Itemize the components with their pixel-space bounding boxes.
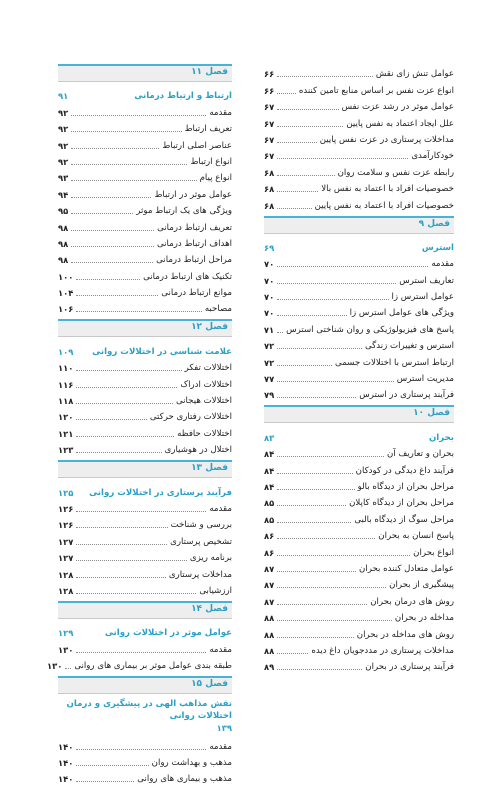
dot-leader — [277, 76, 373, 77]
toc-entry[interactable] — [58, 135, 232, 151]
toc-entry-page: ۹۲ — [58, 140, 69, 151]
dot-leader — [277, 381, 394, 382]
dot-leader — [277, 505, 346, 506]
toc-entry-page: ۷۰ — [264, 275, 275, 286]
dot-leader — [76, 403, 173, 404]
toc-entry-title: تعریف ارتباط — [184, 124, 232, 135]
chapter-9-banner — [264, 216, 454, 234]
dot-leader — [277, 158, 408, 159]
toc-entry-page: ۱۰۴ — [58, 288, 74, 299]
toc-column-left — [46, 64, 232, 785]
chapter-label: فصل ۱۲ — [191, 322, 228, 333]
toc-entry-page: ۶۶ — [264, 69, 275, 80]
toc-entry-title: انواع پیام — [199, 173, 232, 184]
chapter-15-banner — [58, 676, 232, 694]
dot-leader — [277, 587, 386, 588]
toc-entry[interactable] — [264, 97, 454, 113]
toc-entry[interactable] — [264, 526, 454, 542]
toc-entry-page: ۱۲۶ — [58, 520, 74, 531]
dot-leader — [277, 397, 356, 398]
dot-leader — [277, 175, 334, 176]
toc-entry-title: ارزشیابی — [199, 585, 232, 596]
toc-entry[interactable] — [264, 80, 454, 96]
toc-entry-page: ۱۲۷ — [58, 536, 74, 547]
toc-entry-title: بحران — [428, 432, 454, 443]
toc-entry[interactable] — [58, 499, 232, 515]
dot-leader — [277, 142, 316, 143]
dot-leader — [277, 191, 318, 192]
toc-entry-page: ۱۰۹ — [58, 346, 74, 357]
dot-leader — [277, 126, 343, 127]
toc-entry-title: علل ایجاد اعتماد به نفس پایین — [346, 118, 454, 129]
dot-leader — [277, 604, 367, 605]
chapter-15-heading[interactable] — [58, 698, 232, 734]
toc-entry[interactable] — [264, 385, 454, 401]
toc-entry-title: انواع بحران — [413, 547, 454, 558]
toc-entry[interactable] — [58, 515, 232, 531]
dot-leader — [71, 164, 187, 165]
chapter-label: فصل ۱۴ — [191, 603, 228, 614]
toc-entry-title: مداخله در بحران — [394, 613, 454, 624]
toc-entry-page: ۷۲ — [264, 357, 275, 368]
toc-entry[interactable] — [58, 407, 232, 423]
toc-entry-title: خودکارآمدی — [411, 151, 454, 162]
toc-entry[interactable] — [264, 591, 454, 607]
toc-entry[interactable] — [58, 769, 232, 785]
dot-leader — [76, 511, 206, 512]
dot-leader — [71, 180, 196, 181]
toc-entry-page: ۶۹ — [264, 242, 275, 253]
chapter-12-banner — [58, 319, 232, 337]
chapter-11-heading[interactable] — [58, 86, 232, 102]
toc-entry[interactable] — [58, 184, 232, 200]
toc-entry-page: ۸۵ — [264, 514, 275, 525]
toc-entry-page: ۱۱۰ — [58, 363, 74, 374]
toc-entry-title: ویژگی های یک ارتباط موثر — [136, 206, 232, 217]
dot-leader — [71, 131, 181, 132]
chapter-13-banner — [58, 460, 232, 478]
toc-entry[interactable] — [264, 493, 454, 509]
toc-entry-title: ویژگی های عوامل استرس زا — [349, 308, 454, 319]
toc-entry-page: ۸۴ — [264, 465, 275, 476]
toc-entry-page: ۱۰۶ — [58, 304, 74, 315]
toc-entry-page: ۱۴۰ — [58, 757, 74, 768]
toc-entry-title: نقش مذاهب الهی در پیشگیری و درمان اختلالات روانی — [66, 699, 232, 722]
toc-entry-page: ۱۲۰ — [58, 412, 74, 423]
toc-entry-page: ۱۴۰ — [58, 741, 74, 752]
chapter-label: فصل ۱۳ — [191, 463, 228, 474]
toc-entry-title: عوامل موثر در رشد عزت نفس — [341, 102, 454, 113]
toc-entry[interactable] — [264, 509, 454, 525]
dot-leader — [76, 560, 187, 561]
toc-entry-title: استرس و تغییرات زندگی — [364, 341, 454, 352]
toc-entry-title: ارتباط استرس با اختلالات جسمی — [335, 357, 454, 368]
toc-entry-title: عوامل تنش زای نقش — [375, 69, 454, 80]
toc-entry-page: ۶۸ — [264, 184, 275, 195]
chapter-10-banner — [264, 405, 454, 423]
toc-entry-title: مقدمه — [209, 644, 232, 655]
toc-entry-page: ۱۰۰ — [58, 271, 74, 282]
toc-entry-title: اختلالات هیجانی — [176, 396, 232, 407]
chapter-label: فصل ۱۰ — [413, 408, 450, 419]
toc-entry-page: ۶۷ — [264, 134, 275, 145]
toc-entry-title: اختلالات رفتاری حرکتی — [149, 412, 232, 423]
toc-entry-title: اختلالات تفکر — [184, 363, 232, 374]
toc-entry-title: اختلالات حافظه — [177, 428, 232, 439]
toc-entry-title: عوامل استرس زا — [391, 292, 454, 303]
toc-entry-title: پاسخ های فیزیولوژیکی و روان شناختی استرس — [286, 324, 454, 335]
toc-entry-title: برنامه ریزی — [189, 553, 232, 564]
dot-leader — [71, 197, 151, 198]
toc-entry[interactable] — [58, 423, 232, 439]
toc-entry[interactable] — [58, 440, 232, 456]
toc-entry[interactable] — [264, 657, 454, 673]
dot-leader — [71, 213, 133, 214]
toc-entry-title: عوامل متعادل کننده بحران — [359, 563, 454, 574]
toc-entry-title: عوامل موثر در ارتباط — [154, 189, 232, 200]
toc-entry-page: ۹۲ — [58, 107, 69, 118]
toc-entry[interactable] — [58, 299, 232, 315]
toc-entry-title: عناصر اصلی ارتباط — [162, 140, 232, 151]
toc-entry-page: ۷۰ — [264, 308, 275, 319]
chapter-label: فصل ۱۱ — [191, 67, 228, 77]
dot-leader — [76, 452, 161, 453]
toc-entry-title: مقدمه — [209, 741, 232, 752]
toc-entry-page: ۸۹ — [264, 662, 275, 673]
toc-entry[interactable] — [58, 548, 232, 564]
dot-leader — [277, 620, 392, 621]
toc-entry-page: ۸۴ — [264, 481, 275, 492]
dot-leader — [76, 781, 134, 782]
dot-leader — [277, 555, 410, 556]
toc-entry-page: ۱۲۶ — [58, 503, 74, 514]
toc-entry[interactable] — [58, 531, 232, 547]
dot-leader — [76, 577, 165, 578]
toc-entry-page: ۸۷ — [264, 563, 275, 574]
toc-entry-page: ۷۷ — [264, 374, 275, 385]
toc-entry-title: تعاریف استرس — [399, 275, 454, 286]
toc-entry-title: مراحل بحران از دیدگاه کاپلان — [349, 498, 454, 509]
toc-entry-page: ۶۷ — [264, 151, 275, 162]
toc-entry[interactable] — [264, 559, 454, 575]
dot-leader — [277, 473, 352, 474]
toc-entry-title: علامت شناسی در اختلالات روانی — [92, 346, 232, 357]
toc-entry[interactable] — [264, 130, 454, 146]
toc-entry[interactable] — [264, 146, 454, 162]
toc-entry[interactable] — [58, 753, 232, 769]
toc-entry-page: ۷۰ — [264, 259, 275, 270]
toc-entry-title: روش های مداخله در بحران — [356, 629, 454, 640]
toc-entry[interactable] — [58, 391, 232, 407]
toc-entry[interactable] — [58, 250, 232, 266]
toc-column-right — [264, 64, 454, 673]
toc-entry-title: موانع ارتباط درمانی — [161, 288, 232, 299]
toc-entry-page: ۶۷ — [264, 118, 275, 129]
dot-leader — [277, 299, 388, 300]
dot-leader — [76, 295, 158, 296]
toc-entry[interactable] — [264, 575, 454, 591]
dot-leader — [277, 538, 375, 539]
toc-entry-page: ۹۲ — [58, 156, 69, 167]
dot-leader — [277, 332, 283, 333]
toc-entry-title: خصوصیات افراد با اعتماد به نفس پایین — [314, 200, 454, 211]
dot-leader — [76, 436, 174, 437]
toc-entry[interactable] — [264, 270, 454, 286]
toc-entry-page: ۷۱ — [263, 324, 275, 335]
toc-entry[interactable] — [264, 460, 454, 476]
toc-entry[interactable] — [58, 374, 232, 390]
toc-entry-title: انواع عزت نفس بر اساس منابع تامین کننده — [298, 85, 454, 96]
toc-entry[interactable] — [264, 352, 454, 368]
toc-entry[interactable] — [264, 641, 454, 657]
dot-leader — [71, 115, 206, 116]
toc-entry-title: فرآیند پرستاری در اختلالات روانی — [89, 487, 232, 498]
toc-entry[interactable] — [58, 152, 232, 168]
dot-leader — [76, 749, 206, 750]
toc-entry[interactable] — [58, 102, 232, 118]
toc-entry-title: مراحل بحران از دیدگاه بالو — [357, 481, 454, 492]
dot-leader — [76, 311, 201, 312]
toc-entry-title: انواع ارتباط — [190, 156, 232, 167]
toc-entry-title: تکنیک های ارتباط درمانی — [143, 271, 232, 282]
toc-entry-page: ۱۲۸ — [58, 569, 74, 580]
dot-leader — [277, 522, 351, 523]
dot-leader — [277, 348, 362, 349]
dot-leader — [76, 419, 147, 420]
dot-leader — [277, 669, 362, 670]
toc-entry-title: مدیریت استرس — [396, 374, 454, 385]
toc-entry[interactable] — [58, 581, 232, 597]
toc-entry-page: ۷۲ — [264, 341, 275, 352]
dot-leader — [76, 652, 206, 653]
toc-entry-title: خصوصیات افراد با اعتماد به نفس بالا — [321, 184, 454, 195]
toc-entry[interactable] — [58, 201, 232, 217]
toc-entry-title: مداخلات پرستاری در عزت نفس پایین — [319, 134, 454, 145]
dot-leader — [277, 109, 338, 110]
toc-entry-title: ارتباط و ارتباط درمانی — [134, 91, 232, 102]
toc-entry-page: ۱۲۷ — [58, 553, 74, 564]
toc-entry[interactable] — [264, 287, 454, 303]
toc-entry-page: ۸۵ — [264, 498, 275, 509]
toc-entry-title: طبقه بندی عوامل موثر بر بیماری های روانی — [74, 661, 232, 672]
dot-leader — [71, 262, 153, 263]
toc-entry-page: ۱۲۸ — [58, 585, 74, 596]
dot-leader — [76, 527, 167, 528]
chapter-14-heading[interactable] — [58, 623, 232, 639]
toc-entry-page: ۱۲۳ — [58, 445, 74, 456]
dot-leader — [65, 668, 71, 669]
toc-entry-title: اختلال در هوشیاری — [164, 445, 232, 456]
toc-entry[interactable] — [58, 358, 232, 374]
toc-entry-title: تعریف ارتباط درمانی — [157, 222, 232, 233]
dot-leader — [277, 315, 346, 316]
toc-entry-title: رابطه عزت نفس و سلامت روان — [337, 167, 454, 178]
toc-entry-title: فرآیند پرستاری در استرس — [359, 390, 454, 401]
toc-entry-title: عوامل موثر در اختلالات روانی — [104, 628, 232, 639]
toc-entry[interactable] — [58, 736, 232, 752]
toc-entry-page: ۱۱۸ — [58, 396, 74, 407]
toc-entry-title: مقدمه — [431, 259, 454, 270]
toc-entry-page: ۶۸ — [264, 167, 275, 178]
toc-entry-page: ۸۸ — [264, 613, 275, 624]
toc-entry-page: ۷۹ — [264, 390, 275, 401]
toc-entry-page: ۱۳۰ — [58, 644, 74, 655]
toc-entry[interactable] — [264, 64, 454, 80]
toc-entry-title: اختلالات ادراک — [180, 379, 232, 390]
dot-leader — [71, 246, 154, 247]
chapter-12-heading[interactable] — [58, 341, 232, 357]
toc-entry-page: ۱۲۵ — [58, 487, 74, 498]
toc-entry-title: پاسخ انسان به بحران — [378, 531, 454, 542]
chapter-15-heading-page: ۱۳۹ — [216, 723, 232, 734]
chapter-10-heading[interactable] — [264, 427, 454, 443]
dot-leader — [277, 456, 384, 457]
dot-leader — [277, 489, 354, 490]
toc-entry-title: پیشگیری از بحران — [389, 580, 454, 591]
toc-entry[interactable] — [58, 283, 232, 299]
toc-entry-page: ۸۶ — [264, 531, 275, 542]
dot-leader — [71, 148, 159, 149]
toc-entry[interactable] — [264, 195, 454, 211]
toc-entry-page: ۱۴۰ — [58, 774, 74, 785]
toc-entry-page: ۹۸ — [58, 255, 69, 266]
dot-leader — [76, 370, 181, 371]
chapter-14-banner — [58, 601, 232, 619]
toc-entry[interactable] — [58, 639, 232, 655]
toc-entry-title: مذهب و بیماری های روانی — [137, 774, 232, 785]
chapter-label: فصل ۱۵ — [191, 679, 228, 690]
dot-leader — [76, 765, 148, 766]
toc-entry-title: بررسی و شناخت — [170, 520, 232, 531]
toc-entry[interactable] — [264, 477, 454, 493]
toc-entry[interactable] — [46, 656, 232, 672]
dot-leader — [277, 93, 296, 94]
dot-leader — [277, 365, 332, 366]
toc-entry-page: ۶۷ — [264, 102, 275, 113]
dot-leader — [277, 637, 354, 638]
toc-entry-page: ۹۴ — [58, 189, 69, 200]
toc-entry-page: ۶۶ — [264, 85, 275, 96]
toc-entry-page: ۸۴ — [264, 449, 275, 460]
toc-entry-title: مراحل سوگ از دیدگاه بالبی — [354, 514, 454, 525]
toc-entry[interactable] — [264, 254, 454, 270]
toc-entry-page: ۸۸ — [264, 645, 275, 656]
toc-entry-title: مداخلات پرستاری — [168, 569, 232, 580]
chapter-11-banner — [58, 64, 232, 82]
toc-entry[interactable] — [264, 113, 454, 129]
toc-entry-page: ۸۷ — [264, 596, 275, 607]
toc-entry-title: مصاحبه — [204, 304, 232, 315]
toc-entry[interactable] — [264, 444, 454, 460]
toc-entry[interactable] — [58, 217, 232, 233]
dot-leader — [76, 593, 196, 594]
toc-entry-title: مذهب و بهداشت روان — [151, 757, 232, 768]
toc-entry[interactable] — [264, 162, 454, 178]
toc-entry-title: مداخلات پرستاری در مددجویان داغ دیده — [311, 645, 454, 656]
toc-entry-page: ۸۳ — [264, 432, 275, 443]
toc-entry[interactable] — [58, 119, 232, 135]
toc-entry[interactable] — [58, 234, 232, 250]
toc-entry-title: استرس — [421, 242, 454, 253]
toc-entry[interactable] — [264, 336, 454, 352]
toc-entry[interactable] — [58, 266, 232, 282]
chapter-9-heading[interactable] — [264, 238, 454, 254]
toc-entry-title: تشخیص پرستاری — [170, 536, 232, 547]
toc-entry-page: ۹۸ — [58, 222, 69, 233]
toc-entry-page: ۱۲۹ — [58, 628, 74, 639]
toc-entry[interactable] — [264, 369, 454, 385]
toc-entry-page: ۸۷ — [264, 580, 275, 591]
toc-entry-page: ۷۰ — [264, 292, 275, 303]
toc-entry[interactable] — [58, 168, 232, 184]
toc-entry-title: مقدمه — [209, 107, 232, 118]
dot-leader — [76, 387, 177, 388]
toc-entry[interactable] — [264, 624, 454, 640]
toc-entry[interactable] — [264, 179, 454, 195]
toc-entry[interactable] — [58, 564, 232, 580]
dot-leader — [76, 544, 167, 545]
dot-leader — [277, 208, 311, 209]
toc-entry-page: ۶۸ — [264, 200, 275, 211]
toc-entry-page: ۱۲۱ — [58, 428, 74, 439]
chapter-label: فصل ۹ — [418, 218, 450, 229]
toc-entry-title: اهداف ارتباط درمانی — [156, 238, 232, 249]
chapter-13-heading[interactable] — [58, 482, 232, 498]
dot-leader — [277, 571, 356, 572]
toc-entry-page: ۹۸ — [58, 238, 69, 249]
dot-leader — [277, 283, 396, 284]
toc-entry[interactable] — [264, 542, 454, 558]
dot-leader — [76, 279, 140, 280]
toc-entry-page: ۱۳۰ — [46, 661, 63, 672]
toc-entry-title: فرآیند داغ دیدگی در کودکان — [355, 465, 454, 476]
dot-leader — [71, 230, 154, 231]
toc-entry-page: ۱۱۶ — [58, 379, 74, 390]
toc-entry-title: بحران و تعاریف آن — [386, 449, 454, 460]
toc-entry[interactable] — [264, 319, 454, 335]
toc-entry-title: مقدمه — [209, 503, 232, 514]
toc-entry-page: ۹۳ — [58, 173, 69, 184]
toc-entry-page: ۹۱ — [58, 91, 69, 102]
toc-entry-title: فرآیند پرستاری در بحران — [365, 662, 454, 673]
toc-entry[interactable] — [264, 608, 454, 624]
dot-leader — [277, 266, 428, 267]
toc-entry-page: ۹۵ — [58, 206, 69, 217]
toc-entry-title: روش های درمان بحران — [370, 596, 454, 607]
toc-entry-page: ۸۶ — [264, 547, 275, 558]
toc-entry-page: ۹۲ — [58, 124, 69, 135]
toc-entry-page: ۸۸ — [264, 629, 275, 640]
dot-leader — [277, 653, 308, 654]
toc-entry[interactable] — [264, 303, 454, 319]
toc-entry-title: مراحل ارتباط درمانی — [156, 255, 232, 266]
